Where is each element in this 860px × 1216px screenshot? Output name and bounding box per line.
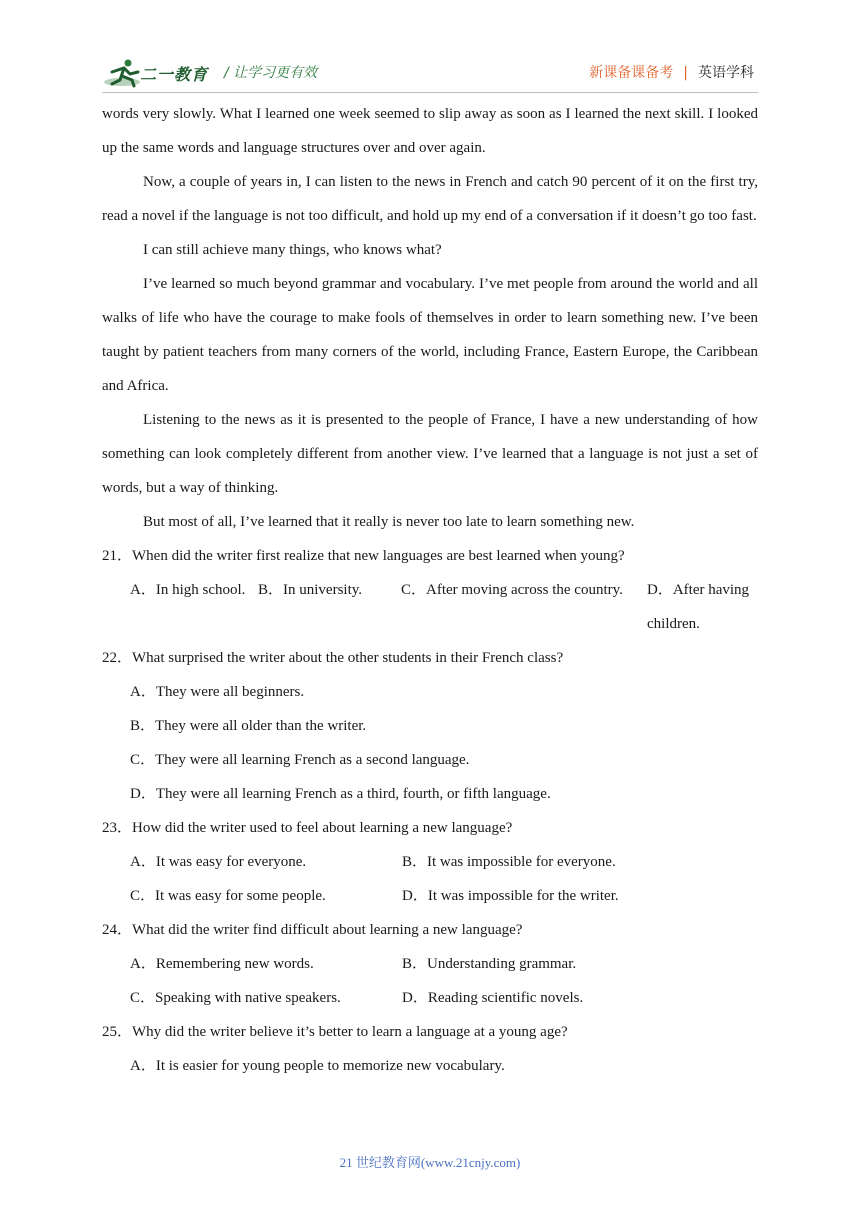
option-b: B．Understanding grammar.: [402, 956, 577, 972]
option-c: C．It was easy for some people.: [130, 888, 326, 904]
question-23-options-row1: [130, 845, 758, 879]
question-23-options-row2: [130, 879, 758, 913]
option-a: A．Remembering new words.: [130, 956, 314, 972]
question-21-options: [130, 573, 758, 641]
option-b: B．They were all older than the writer.: [130, 718, 367, 734]
paragraph: I can still achieve many things, who knows what?: [143, 242, 442, 258]
option-a: A．In high school.: [130, 582, 246, 598]
question-21-stem: 21．When did the writer first realize that new languages are best learned when young?: [102, 548, 625, 564]
option-b: B．It was impossible for everyone.: [402, 854, 616, 870]
header-label: 新课备课备考: [589, 65, 674, 81]
option-d: D．They were all learning French as a third, fourth, or fifth language.: [130, 786, 551, 802]
header-subject: 英语学科: [698, 65, 754, 81]
question-25-stem: 25．Why did the writer believe it’s better to learn a language at a young age?: [102, 1024, 568, 1040]
page-header: [0, 0, 860, 96]
option-d: D．It was impossible for the writer.: [402, 888, 619, 904]
question-24-stem: 24．What did the writer find difficult about learning a new language?: [102, 922, 523, 938]
logo-text: 二一教育: [140, 65, 209, 84]
paragraph: Listening to the news as it is presented to the people of France, I have a new understanding of how something can look completely different from another view. I’ve learned that a language is not just a set of words, but a way of thinking.: [102, 412, 758, 496]
header-separator: |: [683, 65, 688, 81]
question-24-options-row1: [130, 947, 758, 981]
page-footer: 21 世纪教育网(www.21cnjy.com): [339, 1155, 521, 1170]
paragraph: I’ve learned so much beyond grammar and vocabulary. I’ve met people from around the world and all walks of life who have the courage to make fools of themselves in order to learn something new. I’ve been taught by patient teachers from many corners of the world, including France, Eastern Europe, the Caribbean and Africa.: [102, 276, 758, 394]
question-23-stem: 23．How did the writer used to feel about learning a new language?: [102, 820, 513, 836]
option-c: C．After moving across the country.: [401, 582, 623, 598]
option-b: B．In university.: [258, 582, 363, 598]
option-c: C．Speaking with native speakers.: [130, 990, 341, 1006]
header-slogan: / 让学习更有效: [224, 65, 318, 81]
paragraph: words very slowly. What I learned one week seemed to slip away as soon as I learned the next skill. I looked up the same words and language structures over and over again.: [102, 106, 758, 156]
document-body: [102, 97, 758, 1083]
option-d: D．Reading scientific novels.: [402, 990, 584, 1006]
header-divider: [102, 92, 758, 93]
option-a: A．They were all beginners.: [130, 684, 305, 700]
paragraph: Now, a couple of years in, I can listen to the news in French and catch 90 percent of it on the first try, read a novel if the language is not too difficult, and hold up my end of a conversation if it doesn’t go too fast.: [102, 174, 758, 224]
option-d: D．After having children.: [647, 582, 750, 632]
paragraph: But most of all, I’ve learned that it really is never too late to learn something new.: [143, 514, 635, 530]
option-c: C．They were all learning French as a second language.: [130, 752, 470, 768]
option-a: A．It was easy for everyone.: [130, 854, 307, 870]
question-24-options-row2: [130, 981, 758, 1015]
question-22-stem: 22．What surprised the writer about the other students in their French class?: [102, 650, 564, 666]
option-a: A．It is easier for young people to memorize new vocabulary.: [130, 1058, 505, 1074]
header-right: [589, 62, 754, 82]
